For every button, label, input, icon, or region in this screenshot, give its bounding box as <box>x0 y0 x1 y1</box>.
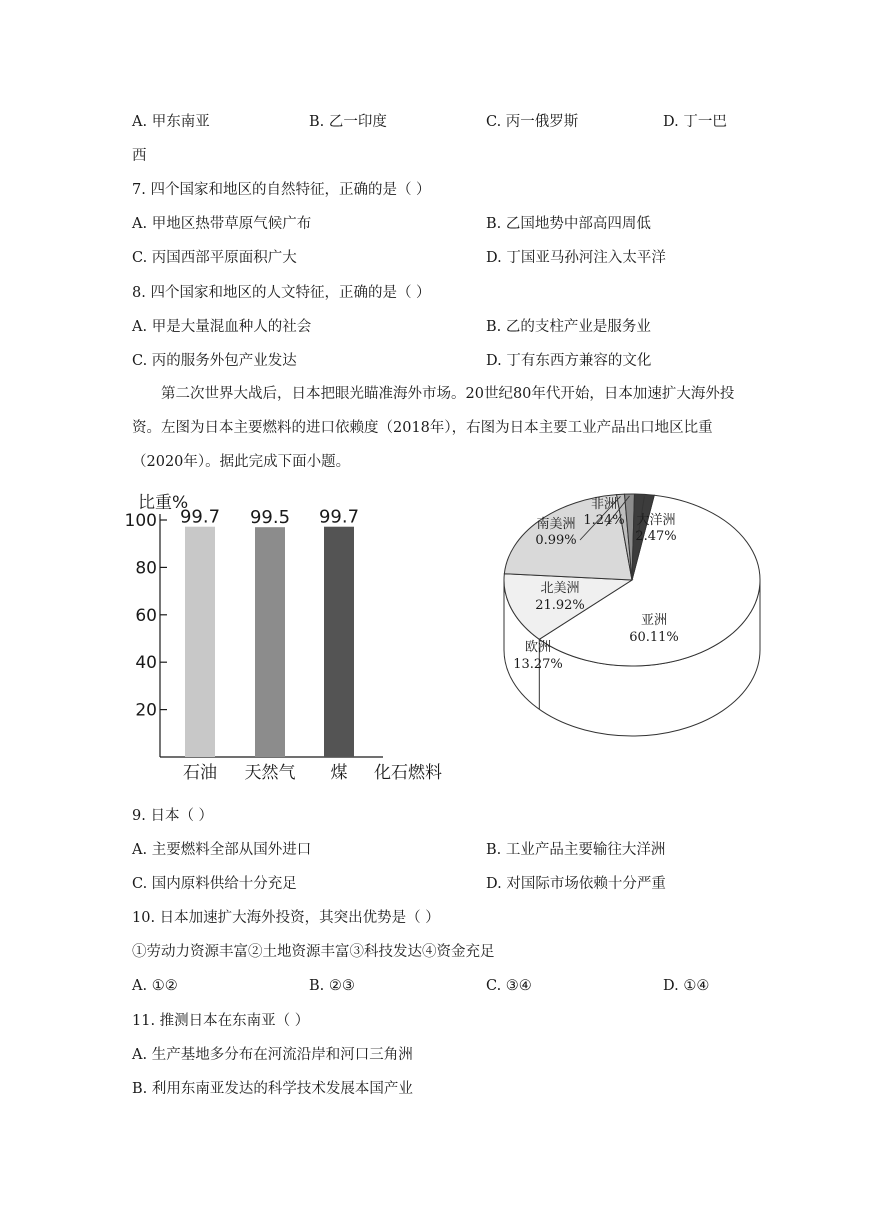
pie-label-6: 大洋洲 <box>636 513 676 528</box>
pie-label-1: 亚洲 <box>640 613 668 628</box>
q8-stem: 8. 四个国家和地区的人文特征，正确的是（ ） <box>132 285 431 301</box>
q9-option-b: B. 工业产品主要输往大洋洲 <box>486 842 666 858</box>
pie-value-1: 60.11% <box>629 630 679 645</box>
bar-data-label: 99.5 <box>249 507 291 529</box>
bar-1 <box>185 527 215 757</box>
bar-3 <box>324 527 354 757</box>
q7-option-d: D. 丁国亚马孙河注入太平洋 <box>486 250 666 266</box>
q10-stem: 10. 日本加速扩大海外投资，其突出优势是（ ） <box>132 910 440 926</box>
passage-text: 第二次世界大战后，日本把眼光瞄准海外市场。20世纪80年代开始，日本加速扩大海外投资。左图为日本主要燃料的进口依赖度（2018年），右图为日本主要工业产品出口地区比重（2020年）。据此完成下面小题。 <box>132 386 735 470</box>
q6-option-a: A. 甲东南亚 <box>132 114 210 130</box>
q10-option-b: B. ②③ <box>309 978 355 994</box>
pie-label-2: 欧洲 <box>524 640 552 655</box>
q7-option-b: B. 乙国地势中部高四周低 <box>486 216 651 232</box>
q10-option-c: C. ③④ <box>486 978 532 994</box>
bar-chart-xlabel: 化石燃料 <box>374 763 442 783</box>
q9-option-c: C. 国内原料供给十分充足 <box>132 876 297 892</box>
pie-value-6: 2.47% <box>635 529 677 544</box>
pie-label-4: 南美洲 <box>536 517 576 532</box>
bar-chart-y-tick-label: 40 <box>135 653 157 674</box>
bar-category-label: 煤 <box>330 763 348 783</box>
q10-option-d: D. ①④ <box>663 978 710 994</box>
q9-option-d: D. 对国际市场依赖十分严重 <box>486 876 666 892</box>
bar-chart-y-tick-label: 60 <box>135 605 157 626</box>
q9-stem: 9. 日本（ ） <box>132 808 214 824</box>
pie-value-5: 1.24% <box>583 513 625 528</box>
q7-option-a: A. 甲地区热带草原气候广布 <box>132 216 312 232</box>
q9-option-a: A. 主要燃料全部从国外进口 <box>132 842 312 858</box>
q6-option-c: C. 丙一俄罗斯 <box>486 114 579 130</box>
q6-option-d-wrap: 西 <box>132 148 147 164</box>
pie-value-2: 13.27% <box>513 657 563 672</box>
q6-option-b: B. 乙一印度 <box>309 114 387 130</box>
bar-category-label: 天然气 <box>244 763 296 783</box>
q8-option-c: C. 丙的服务外包产业发达 <box>132 353 297 369</box>
q7-option-c: C. 丙国西部平原面积广大 <box>132 250 297 266</box>
bar-data-label: 99.7 <box>318 506 360 528</box>
q8-option-a: A. 甲是大量混血种人的社会 <box>132 319 312 335</box>
bar-data-label: 99.7 <box>179 506 221 528</box>
bar-chart-y-tick-label: 20 <box>135 700 157 721</box>
bar-chart-y-tick-label: 100 <box>124 511 157 531</box>
bar-chart-ylabel: 比重% <box>138 493 189 513</box>
bar-2 <box>255 527 285 757</box>
q10-option-a: A. ①② <box>132 978 178 994</box>
pie-label-5: 非洲 <box>590 497 618 512</box>
q11-stem: 11. 推测日本在东南亚（ ） <box>132 1013 310 1029</box>
q10-items: ①劳动力资源丰富②土地资源丰富③科技发达④资金充足 <box>132 944 495 960</box>
pie-label-3: 北美洲 <box>540 581 580 596</box>
q8-option-b: B. 乙的支柱产业是服务业 <box>486 319 651 335</box>
bar-chart-y-tick-label: 80 <box>135 558 157 579</box>
bar-category-label: 石油 <box>183 763 217 783</box>
q7-stem: 7. 四个国家和地区的自然特征，正确的是（ ） <box>132 182 431 198</box>
q6-option-d: D. 丁一巴 <box>663 114 727 130</box>
q8-option-d: D. 丁有东西方兼容的文化 <box>486 353 652 369</box>
pie-value-4: 0.99% <box>535 533 577 548</box>
q11-option-b: B. 利用东南亚发达的科学技术发展本国产业 <box>132 1081 413 1097</box>
pie-value-3: 21.92% <box>535 598 585 613</box>
q11-option-a: A. 生产基地多分布在河流沿岸和河口三角洲 <box>132 1047 413 1063</box>
export-region-pie-chart <box>498 488 760 768</box>
fuel-import-bar-chart <box>124 486 458 786</box>
